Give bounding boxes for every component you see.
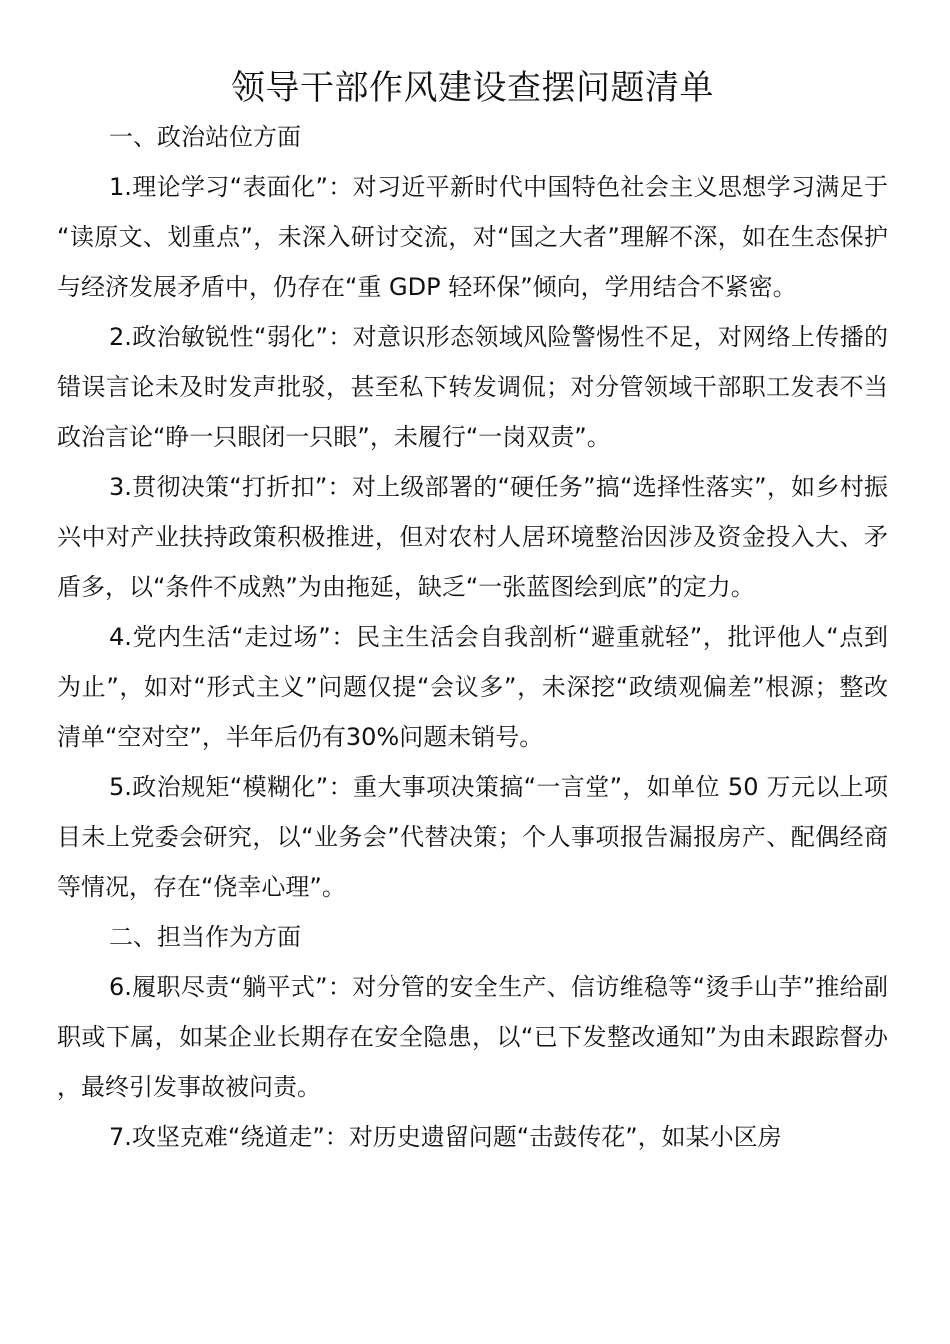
list-item: 3.贯彻决策“打折扣”：对上级部署的“硬任务”搞“选择性落实”，如乡村振兴中对产业扶持政策积极推进，但对农村人居环境整治因涉及资金投入大、矛盾多，以“条件不成熟”为由拖延，缺乏“一张蓝图绘到底”的定力。 — [57, 473, 888, 601]
list-item: 6.履职尽责“躺平式”：对分管的安全生产、信访维稳等“烫手山芋”推给副职或下属，如某企业长期存在安全隐患，以“已下发整改通知”为由未跟踪督办，最终引发事故被问责。 — [57, 973, 888, 1101]
section-heading: 一、政治站位方面 — [109, 123, 301, 151]
list-item: 4.党内生活“走过场”：民主生活会自我剖析“避重就轻”，批评他人“点到为止”，如对“形式主义”问题仅提“会议多”，未深挖“政绩观偏差”根源；整改清单“空对空”，半年后仍有30%问题未销号。 — [57, 623, 888, 751]
list-item: 5.政治规矩“模糊化”：重大事项决策搞“一言堂”，如单位 50 万元以上项目未上党委会研究，以“业务会”代替决策；个人事项报告漏报房产、配偶经商等情况，存在“侥幸心理”。 — [57, 773, 888, 901]
section-heading: 二、担当作为方面 — [109, 923, 301, 951]
list-item: 1.理论学习“表面化”：对习近平新时代中国特色社会主义思想学习满足于“读原文、划重点”，未深入研讨交流，对“国之大者”理解不深，如在生态保护与经济发展矛盾中，仍存在“重 GDP 轻环保”倾向，学用结合不紧密。 — [57, 173, 888, 301]
section-political-stance — [57, 112, 888, 912]
list-item: 2.政治敏锐性“弱化”：对意识形态领域风险警惕性不足，对网络上传播的错误言论未及时发声批驳，甚至私下转发调侃；对分管领域干部职工发表不当政治言论“睁一只眼闭一只眼”，未履行“一岗双责”。 — [57, 323, 888, 451]
list-item: 7.攻坚克难“绕道走”：对历史遗留问题“击鼓传花”，如某小区房 — [109, 1123, 782, 1151]
document-title: 领导干部作风建设查摆问题清单 — [231, 68, 714, 108]
section-responsibility — [57, 912, 888, 1162]
